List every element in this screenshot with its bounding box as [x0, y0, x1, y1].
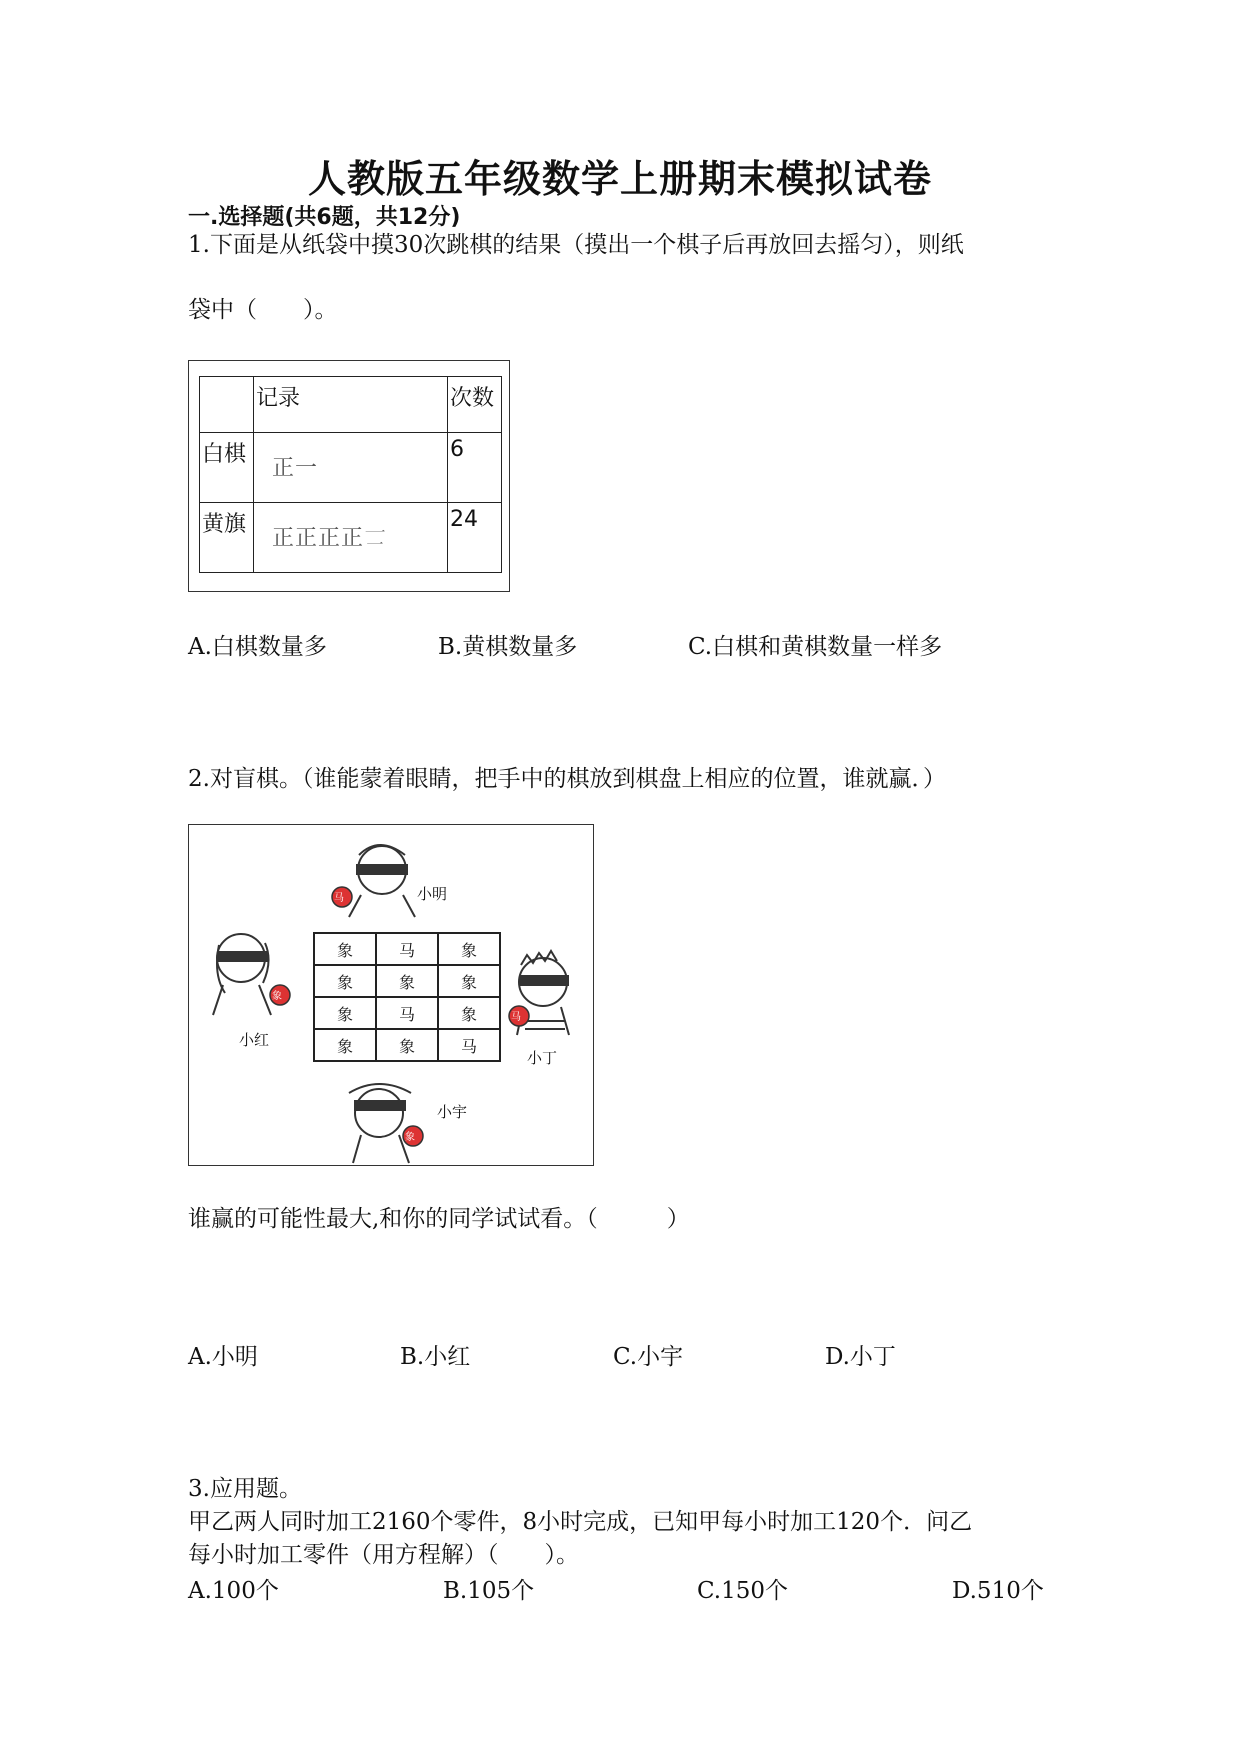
board-cell: 象 — [314, 933, 376, 965]
table-header-cell: 次数 — [448, 377, 502, 433]
q3-stem: 3.应用题。 — [188, 1476, 302, 1502]
q1-table-frame — [188, 360, 510, 592]
tally-marks: 正一 — [254, 433, 448, 503]
board-cell: 马 — [438, 1029, 500, 1061]
q3-option-d[interactable]: D.510个 — [952, 1578, 1044, 1604]
kid-label-xiaoming: 小明 — [417, 885, 448, 903]
q2-option-b[interactable]: B.小红 — [400, 1344, 471, 1370]
q2-stem: 2.对盲棋。（谁能蒙着眼睛，把手中的棋放到棋盘上相应的位置，谁就赢．） — [188, 766, 946, 792]
board-cell: 象 — [314, 1029, 376, 1061]
board-cell: 马 — [376, 997, 438, 1029]
table-count: 6 — [448, 433, 502, 503]
board-cell: 象 — [314, 965, 376, 997]
board-cell: 马 — [376, 933, 438, 965]
q1-stem-line2: 袋中（ ）。 — [188, 297, 338, 323]
board-cell: 象 — [438, 997, 500, 1029]
board-cell: 象 — [438, 933, 500, 965]
tally-marks: 正正正正𠄟 — [254, 503, 448, 573]
q2-option-c[interactable]: C.小宇 — [613, 1344, 684, 1370]
q3-line1: 甲乙两人同时加工2160个零件，8小时完成，已知甲每小时加工120个．问乙 — [188, 1509, 973, 1535]
section-heading: 一.选择题(共6题，共12分) — [188, 205, 461, 230]
hand-piece-char: 象 — [405, 1132, 415, 1143]
q3-option-a[interactable]: A.100个 — [188, 1578, 279, 1604]
q2-question: 谁赢的可能性最大,和你的同学试试看。（ ） — [188, 1206, 690, 1232]
kid-label-xiaohong: 小红 — [239, 1031, 270, 1049]
q1-option-a[interactable]: A.白棋数量多 — [188, 634, 327, 660]
board-cell: 象 — [314, 997, 376, 1029]
q1-option-b[interactable]: B.黄棋数量多 — [438, 634, 578, 660]
table-count: 24 — [448, 503, 502, 573]
page-title: 人教版五年级数学上册期末模拟试卷 — [307, 157, 932, 201]
table-row-label: 白棋 — [200, 433, 254, 503]
q3-option-b[interactable]: B.105个 — [443, 1578, 535, 1604]
board-cell: 象 — [376, 965, 438, 997]
board-cell: 象 — [376, 1029, 438, 1061]
kid-label-xiaoding: 小丁 — [527, 1049, 558, 1067]
kid-label-xiaoyu: 小宇 — [437, 1103, 468, 1121]
q3-line2: 每小时加工零件（用方程解）（ ）。 — [188, 1542, 579, 1568]
board-cell: 象 — [438, 965, 500, 997]
q2-option-a[interactable]: A.小明 — [188, 1344, 258, 1370]
hand-piece-char: 马 — [511, 1012, 521, 1023]
table-header-cell: 记录 — [254, 377, 448, 433]
chess-board — [313, 932, 501, 1062]
q2-option-d[interactable]: D.小丁 — [825, 1344, 896, 1370]
q1-option-c[interactable]: C.白棋和黄棋数量一样多 — [688, 634, 943, 660]
hand-piece-char: 马 — [334, 893, 344, 904]
hand-piece-char: 象 — [272, 991, 282, 1002]
blind-chess-figure — [188, 824, 594, 1166]
q1-record-table — [199, 376, 502, 573]
table-header-cell — [200, 377, 254, 433]
q1-stem-line1: 1.下面是从纸袋中摸30次跳棋的结果（摸出一个棋子后再放回去摇匀），则纸 — [188, 232, 964, 258]
table-row-label: 黄旗 — [200, 503, 254, 573]
q3-option-c[interactable]: C.150个 — [697, 1578, 788, 1604]
